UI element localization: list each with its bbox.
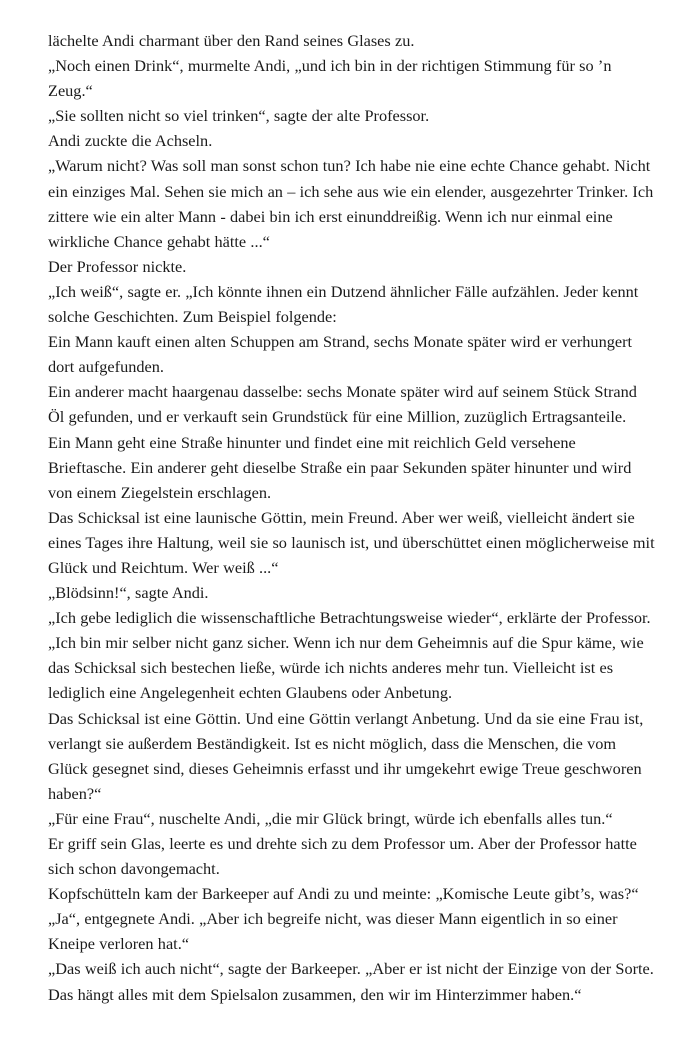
paragraph: „Sie sollten nicht so viel trinken“, sagte der alte Professor.: [48, 106, 430, 126]
paragraph: Kopfschütteln kam der Barkeeper auf Andi zu und meinte: „Komische Leute gibt’s, was?“: [48, 884, 639, 904]
paragraph: „Blödsinn!“, sagte Andi.: [48, 583, 209, 603]
paragraph: Das Schicksal ist eine Göttin. Und eine Göttin verlangt Anbetung. Und da sie eine Frau ist, verlangt sie außerdem Beständigkeit. Ist es nicht möglich, dass die Menschen, die vom Glück gesegnet sind, dieses Geheimnis erfasst und ihr umgekehrt ewige Treue geschworen haben?“: [48, 708, 648, 803]
paragraph: „Das weiß ich auch nicht“, sagte der Barkeeper. „Aber er ist nicht der Einzige von der Sorte. Das hängt alles mit dem Spielsalon zusammen, den wir im Hinterzimmer haben.“: [48, 959, 659, 1004]
paragraph: Ein Mann kauft einen alten Schuppen am Strand, sechs Monate später wird er verhungert dort aufgefunden.: [48, 332, 637, 377]
paragraph: „Ich gebe lediglich die wissenschaftliche Betrachtungsweise wieder“, erklärte der Professor. „Ich bin mir selber nicht ganz sicher. Wenn ich nur dem Geheimnis auf die Spur käme, wie das Schicksal sich bestechen ließe, würde ich nichts anderes mehr tun. Vielleicht ist es lediglich eine Angelegenheit echten Glaubens oder Anbetung.: [48, 608, 655, 703]
paragraph: Andi zuckte die Achseln.: [48, 131, 213, 151]
paragraph: „Für eine Frau“, nuschelte Andi, „die mir Glück bringt, würde ich ebenfalls alles tun.“: [48, 808, 613, 828]
paragraph: „Noch einen Drink“, murmelte Andi, „und ich bin in der richtigen Stimmung für so ’n Zeug.“: [48, 56, 616, 101]
paragraph: Das Schicksal ist eine launische Göttin, mein Freund. Aber wer weiß, vielleicht ändert sie eines Tages ihre Haltung, weil sie so launisch ist, und überschüttet einen möglicherweise mit Glück und Reichtum. Wer weiß ...“: [48, 507, 659, 577]
paragraph: „Ich weiß“, sagte er. „Ich könnte ihnen ein Dutzend ähnlicher Fälle aufzählen. Jeder kennt solche Geschichten. Zum Beispiel folgende:: [48, 281, 643, 327]
paragraph: „Ja“, entgegnete Andi. „Aber ich begreife nicht, was dieser Mann eigentlich in so einer Kneipe verloren hat.“: [48, 909, 622, 954]
document-body: [48, 28, 659, 1007]
paragraph: lächelte Andi charmant über den Rand seines Glases zu.: [48, 31, 415, 50]
paragraph: Ein anderer macht haargenau dasselbe: sechs Monate später wird auf seinem Stück Strand Öl gefunden, und er verkauft sein Grundstück für eine Million, zuzüglich Ertragsanteile.: [48, 382, 642, 427]
paragraph: Er griff sein Glas, leerte es und drehte sich zu dem Professor um. Aber der Professor hatte sich schon davongemacht.: [48, 834, 642, 879]
paragraph: „Warum nicht? Was soll man sonst schon tun? Ich habe nie eine echte Chance gehabt. Nicht ein einziges Mal. Sehen sie mich an – ich sehe aus wie ein elender, ausgezehrter Trinker. Ich zittere wie ein alter Mann - dabei bin ich erst einunddreißig. Wenn ich nur einmal eine wirkliche Chance gehabt hätte ...“: [48, 156, 658, 251]
paragraph: Der Professor nickte.: [48, 256, 187, 276]
paragraph: Ein Mann geht eine Straße hinunter und findet eine mit reichlich Geld versehene Brieftasche. Ein anderer geht dieselbe Straße ein paar Sekunden später hinunter und wird von einem Ziegelstein erschlagen.: [48, 432, 636, 502]
